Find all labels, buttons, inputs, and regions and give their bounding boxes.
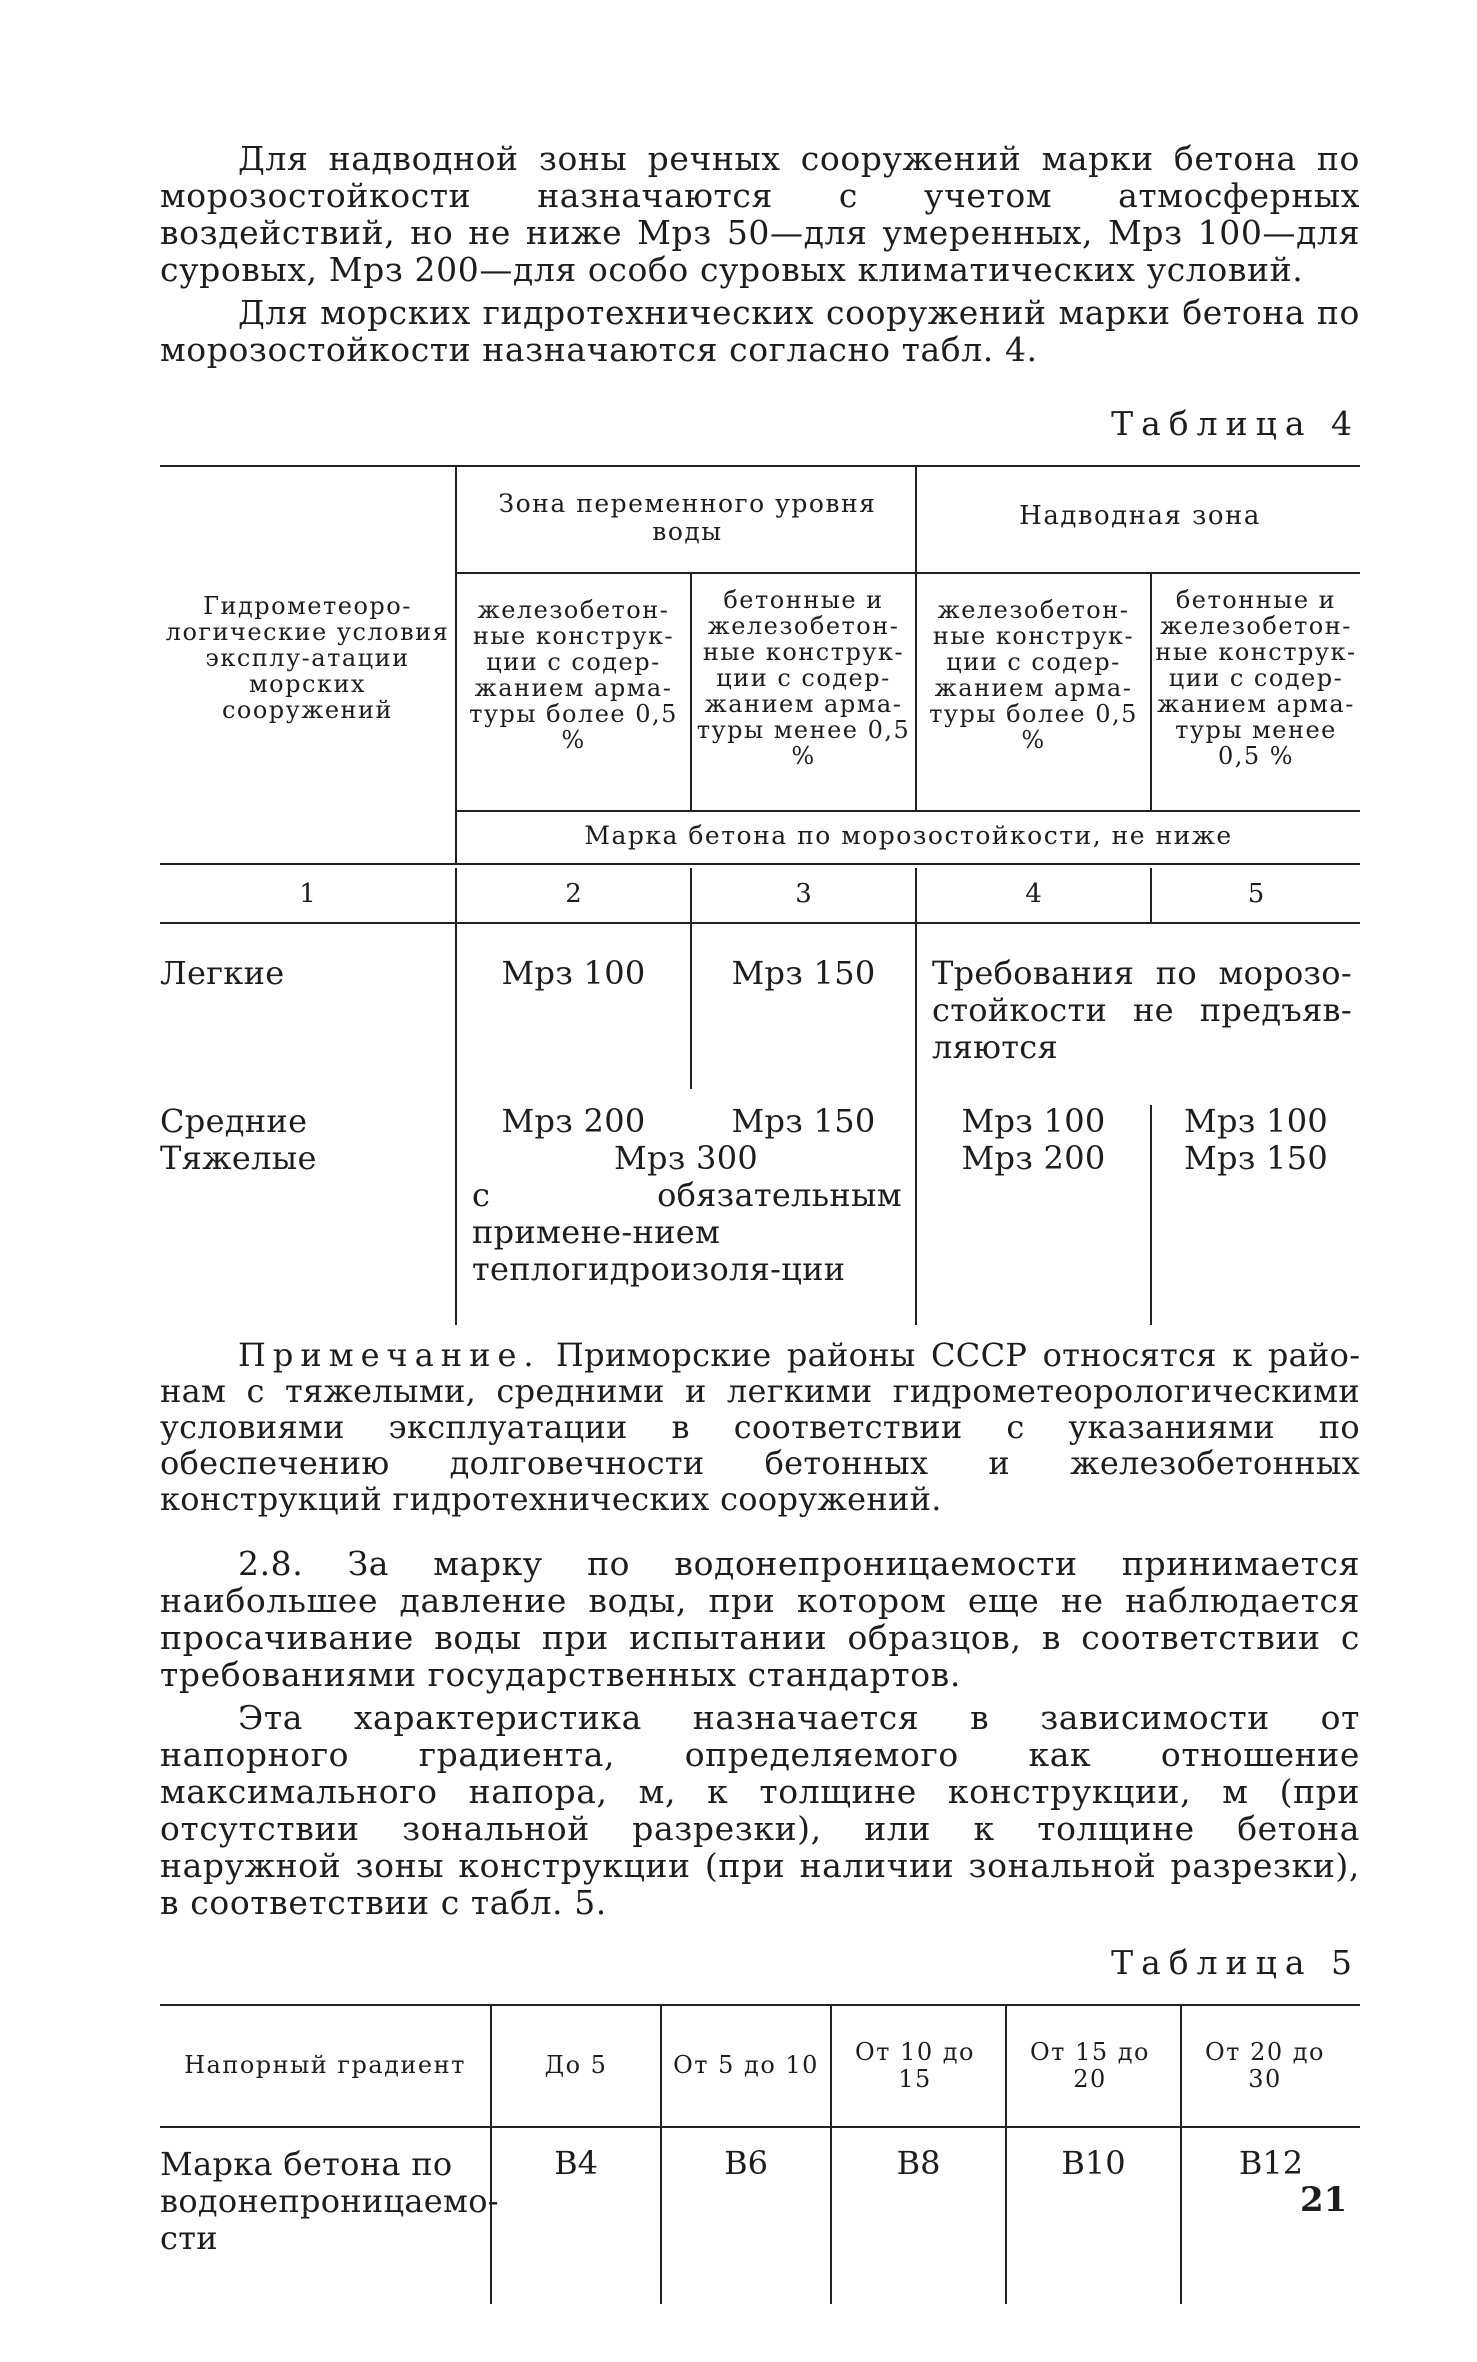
intro-paragraph-2: Для морских гидротехнических сооружений марки бетона по морозостойкости назначаются согласно табл. 4. (160, 293, 1360, 369)
table4-span-label: Марка бетона по морозостойкости, не ниже (584, 821, 1233, 850)
table4-row-medium-c2: Мрз 200 (501, 1102, 646, 1140)
table4-header-rule (160, 863, 1360, 865)
table4-sub-rule (455, 810, 1360, 812)
table4-row-light-c3: Мрз 150 (731, 954, 876, 992)
table5-header-col-2: До 5 (544, 2051, 608, 2079)
table5-header-col-6: От 20 до 30 (1205, 2038, 1325, 2093)
table5-row-label: Марка бетона по водонепроницаемо-сти (160, 2145, 499, 2257)
section-2-8-paragraph-2: Эта характеристика назначается в зависимости от напорного градиента, определяемого как отношение максимального напора, м, к толщине конструкции, м (при отсутствии зональной разрезки), или к толщине бетона наружной зоны конструкции (при наличии зональной разрезки), в соответствии с табл. 5. (160, 1698, 1360, 1922)
table4-row-medium-label: Средние (160, 1102, 308, 1140)
table4-row-medium-c4: Мрз 100 (961, 1102, 1106, 1140)
table5-value-5: В12 (1238, 2144, 1304, 2182)
table4-row-light-label: Легкие (160, 954, 285, 992)
table4-group-above-water: Надводная зона (1019, 501, 1261, 531)
table4-caption: Таблица 4 (1111, 404, 1360, 443)
table4-row-heavy-c23-note: с обязательным примене-нием теплогидроизоля-ции (472, 1176, 902, 1288)
table4-row-heavy-c4: Мрз 200 (961, 1139, 1106, 1177)
table4-vline-2b (690, 922, 692, 1089)
table5-caption: Таблица 5 (1111, 1943, 1360, 1982)
table4-row-heavy-c5: Мрз 150 (1183, 1139, 1329, 1177)
table4-colnum-1: 1 (299, 879, 316, 909)
intro-paragraph-1: Для надводной зоны речных сооружений марки бетона по морозостойкости назначаются с учетом атмосферных воздействий, но не ниже Мрз 50—для умеренных, Мрз 100—для суровых, Мрз 200—для особо суровых климатических условий. (160, 139, 1360, 289)
table4-row-header: Гидрометеоро-логические условия эксплу-атации морских сооружений (165, 592, 450, 724)
table4-row-light-c2: Мрз 100 (501, 954, 646, 992)
note-label: Примечание. (238, 1336, 541, 1374)
section-2-8-paragraph-1: 2.8. За марку по водонепроницаемости принимается наибольшее давление воды, при котором еще не наблюдается просачивание воды при испытании образцов, в соответствии с требованиями государственных стандартов. (160, 1544, 1360, 1694)
table4-sub-col-5: бетонные и железобетон-ные конструк-ции с содер-жанием арма-туры менее 0,5 % (1155, 586, 1357, 770)
table4-group-variable-zone: Зона переменного уровня воды (498, 489, 877, 546)
table4-row-light-c45: Требования по морозо-стойкости не предъяв-ляются (932, 954, 1352, 1066)
table4-colnum-5: 5 (1247, 879, 1265, 909)
table5-value-2: В6 (724, 2144, 768, 2182)
table5-header-col-4: От 10 до 15 (855, 2038, 975, 2093)
page-number: 21 (1300, 2180, 1348, 2220)
table4-colnum-4: 4 (1025, 879, 1042, 909)
page-content (160, 140, 1360, 2304)
note-text: Приморские районы СССР относятся к районам с тяжелыми, средними и легкими гидрометеорологическими условиями эксплуатации в соответствии с указаниями по обеспечению долговечности бетонных и железобетонных конструкций гидротехнических сооружений. (160, 1336, 1360, 1518)
table4-sub-col-2: железобетон-ные конструк-ции с содер-жанием арма-туры более 0,5 % (469, 596, 678, 754)
table4-colnum-2: 2 (565, 879, 582, 909)
table4-note (160, 1337, 1360, 1517)
table4-row-heavy-c23: Мрз 300 (613, 1139, 759, 1177)
table4-numbers-rule (160, 922, 1360, 924)
table5-value-1: В4 (554, 2144, 598, 2182)
table4-group-rule (455, 572, 1360, 574)
table4-sub-col-3: бетонные и железобетон-ные конструк-ции с содер-жанием арма-туры менее 0,5 % (696, 586, 911, 770)
table-4 (160, 465, 1360, 1325)
table5-value-3: В8 (896, 2144, 941, 2182)
table5-header-col-3: От 5 до 10 (673, 2051, 819, 2079)
table4-colnum-3: 3 (795, 879, 812, 909)
table5-value-4: В10 (1061, 2144, 1126, 2182)
table4-sub-col-4: железобетон-ные конструк-ции с содер-жанием арма-туры более 0,5 % (929, 596, 1138, 754)
table4-row-heavy-label: Тяжелые (160, 1139, 317, 1177)
table-5 (160, 2004, 1360, 2304)
table5-header-gradient: Напорный градиент (184, 2051, 466, 2079)
table4-row-medium-c3: Мрз 150 (731, 1102, 876, 1140)
table4-top-rule (160, 465, 1360, 467)
table4-row-medium-c5: Мрз 100 (1183, 1102, 1329, 1140)
table5-header-col-5: От 15 до 20 (1030, 2038, 1150, 2093)
